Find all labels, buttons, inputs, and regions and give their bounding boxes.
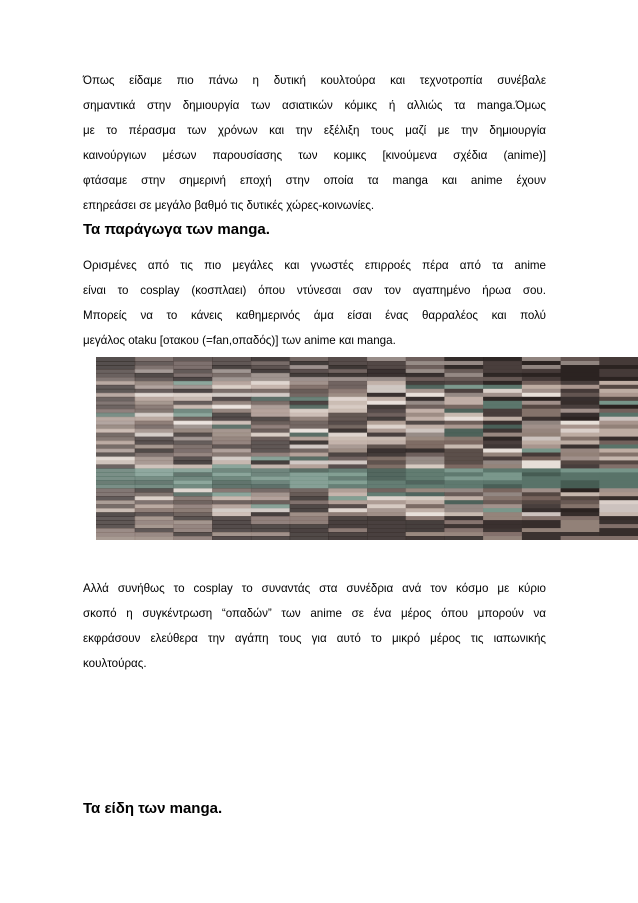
text-line: καινούργιων μέσων παρουσίασης των κομικς [κινούμενα σχέδια (anime)] [83, 149, 546, 162]
text-line: εκφράσουν ελεύθερα την αγάπη τους για αυτό το μικρό μέρος τις ιαπωνικής [83, 632, 546, 645]
text-line: είναι το cosplay (κοσπλαει) όπου ντύνεσαι σαν τον αγαπημένο ήρωα σου. [83, 284, 546, 297]
section-heading-manga-types: Τα είδη των manga. [83, 800, 223, 817]
embedded-image [96, 357, 638, 540]
paragraph-cosplay-conventions [83, 576, 546, 676]
text-line: σημαντικά στην δημιουργία των ασιατικών κόμικς ή αλλιώς τα manga.Όμως [83, 99, 546, 112]
text-line: μεγάλος otaku [οτακου (=fan,οπαδός)] των anime και manga. [83, 334, 396, 347]
text-line: φτάσαμε στην σημερινή εποχή στην οποία τα manga και anime έχουν [83, 174, 546, 187]
paragraph-cosplay-intro [83, 253, 546, 353]
text-line: Αλλά συνήθως το cosplay το συναντάς στα συνέδρια ανά τον κόσμο με κύριο [83, 582, 546, 595]
text-line: κουλτούρας. [83, 657, 147, 670]
text-line: Μπορείς να το κάνεις καθημερινός άμα είσαι ένας θαρραλέος και πολύ [83, 309, 546, 322]
text-line: Όπως είδαμε πιο πάνω η δυτική κουλτούρα και τεχνοτροπία συνέβαλε [83, 74, 546, 87]
image-overlay [96, 357, 638, 540]
text-line: Ορισμένες από τις πιο μεγάλες και γνωστές επιρροές πέρα από τα anime [83, 259, 546, 272]
text-line: σκοπό η συγκέντρωση “οπαδών” των anime σε ένα μέρος όπου μπορούν να [83, 607, 546, 620]
paragraph-western-influence [83, 68, 546, 218]
image-placeholder-graphic [96, 357, 638, 540]
text-line: επηρεάσει σε μεγάλο βαθμό τις δυτικές χώρες-κοινωνίες. [83, 199, 375, 212]
text-line: με το πέρασμα των χρόνων και την εξέλιξη τους μαζί με την δημιουργία [83, 124, 546, 137]
section-heading-derivatives: Τα παράγωγα των manga. [83, 221, 270, 238]
